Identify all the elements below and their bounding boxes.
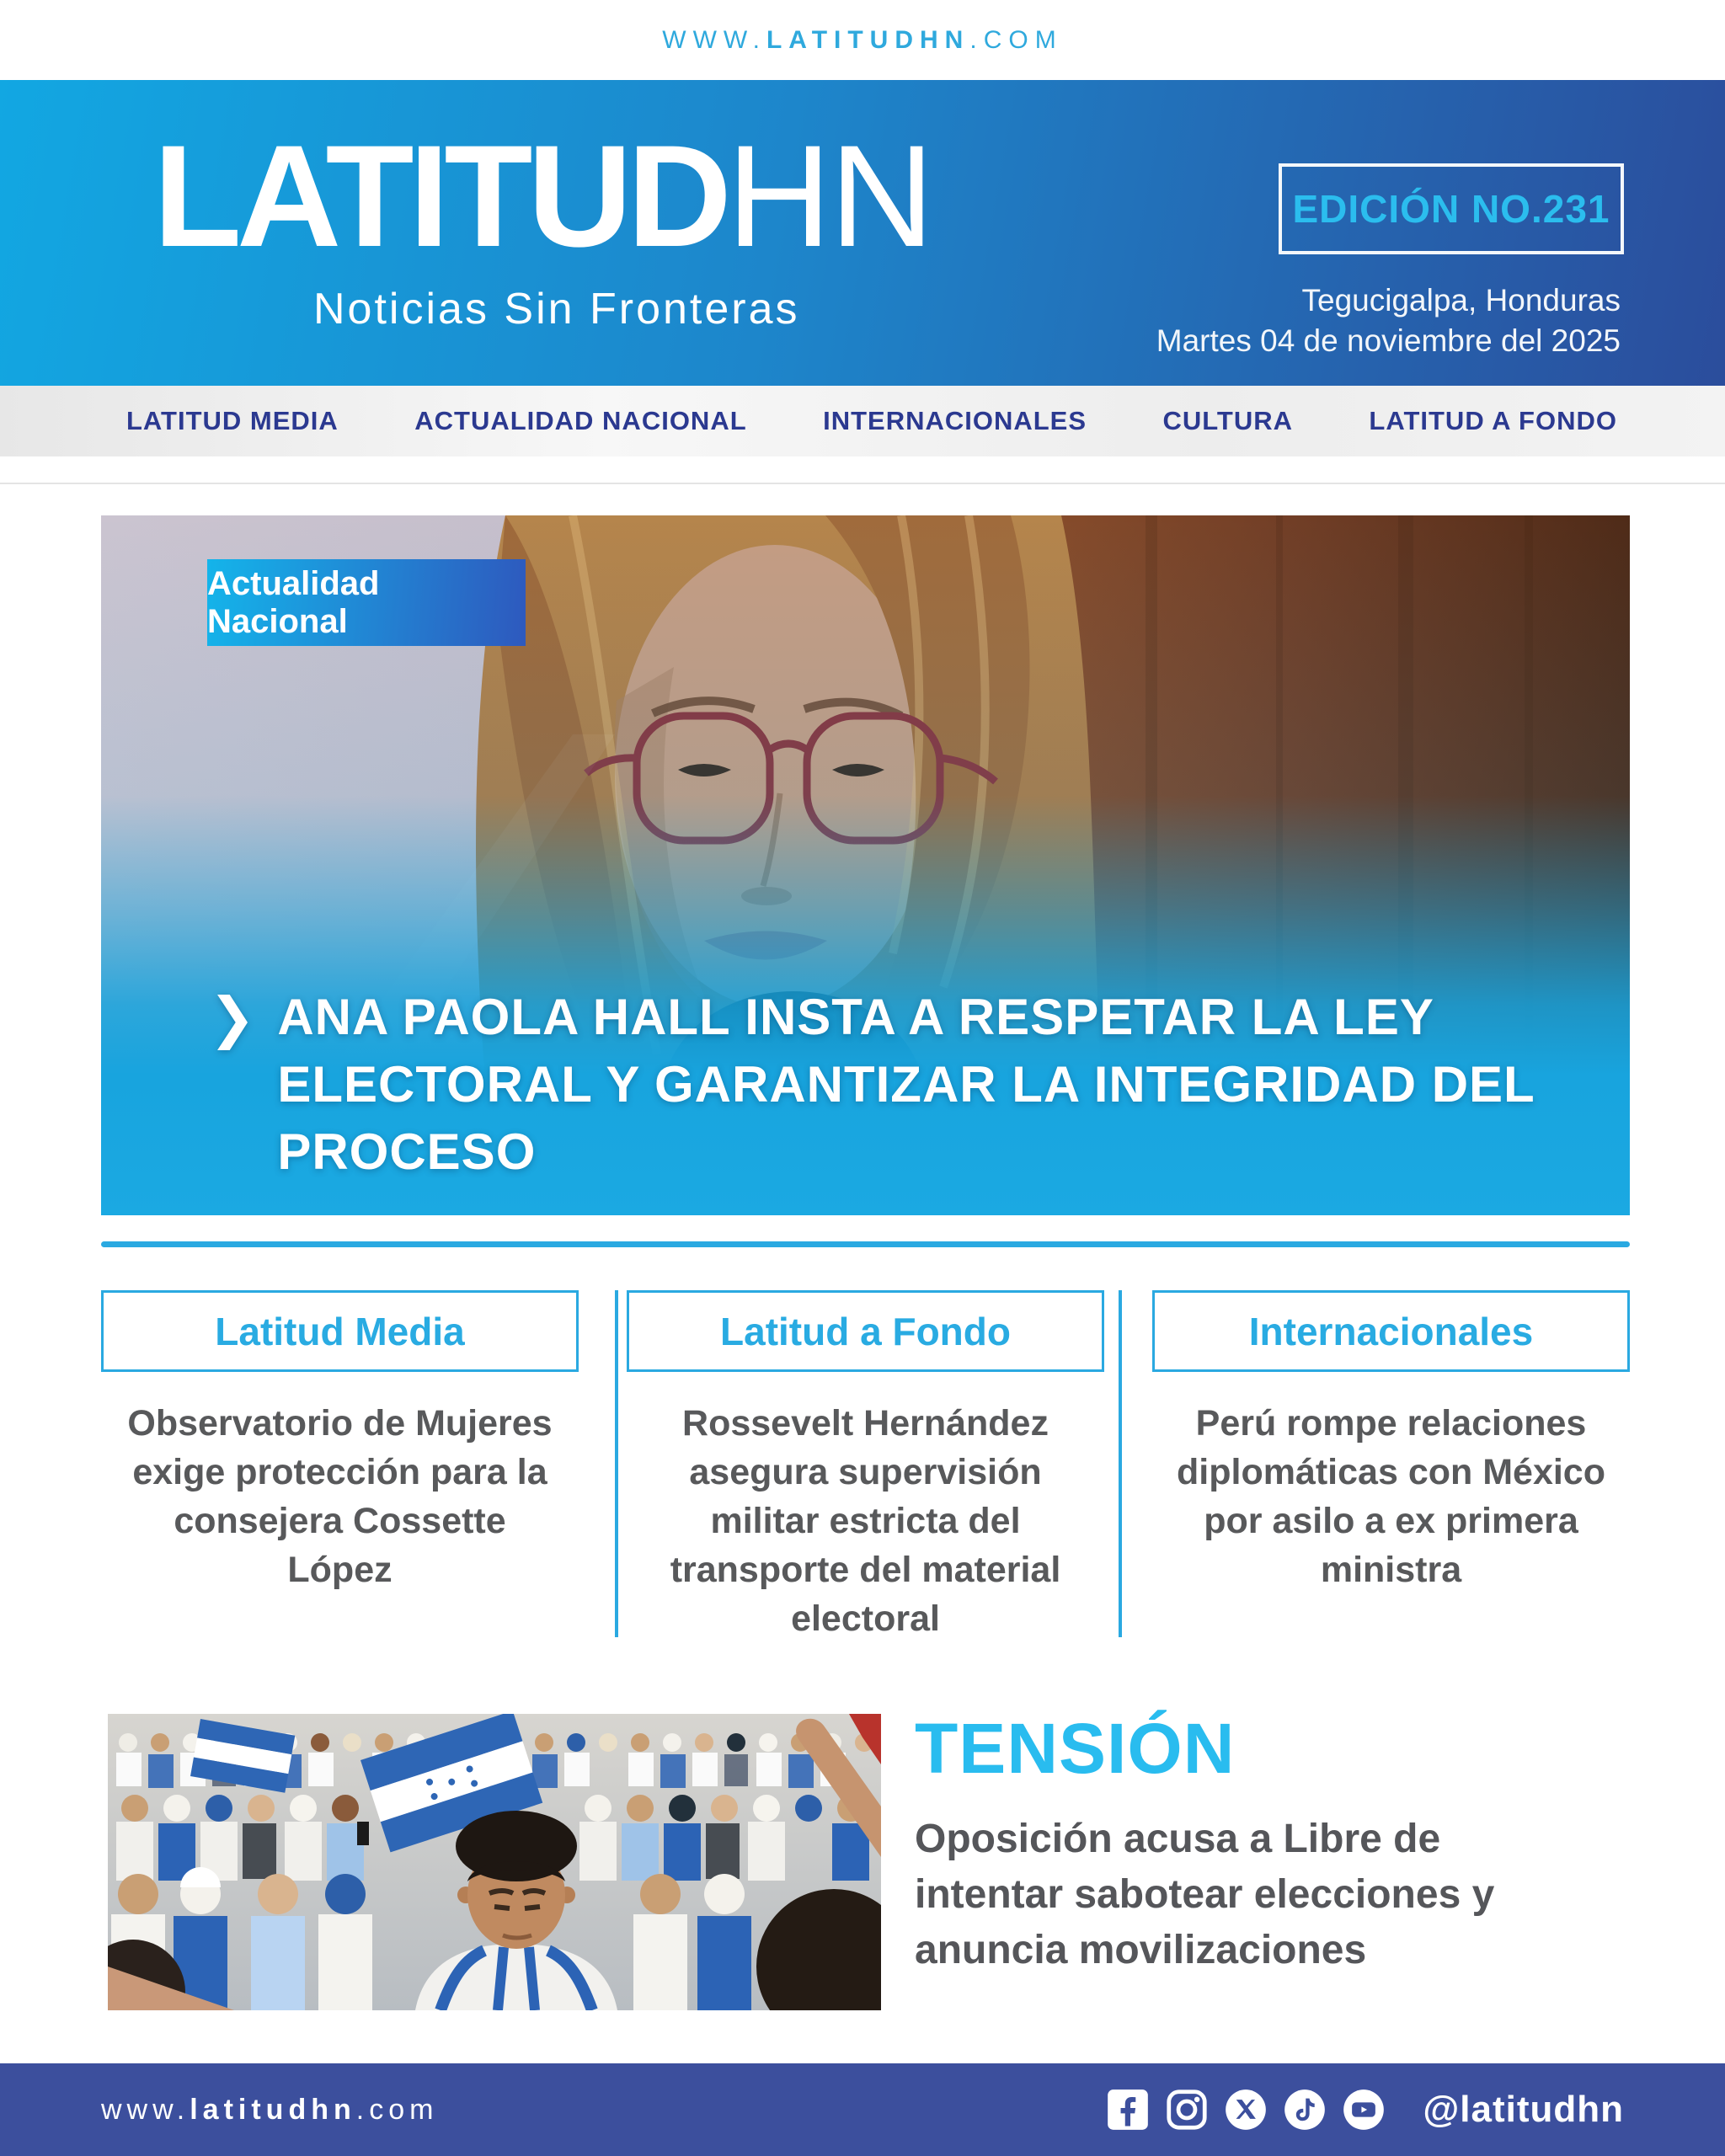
youtube-icon[interactable] <box>1342 2088 1386 2132</box>
masthead <box>0 80 1725 386</box>
headline-line: ELECTORAL Y GARANTIZAR LA INTEGRIDAD DEL <box>277 1056 1535 1113</box>
section-divider <box>101 1241 1630 1247</box>
crowd-photo-illustration <box>108 1714 881 2010</box>
headline-line: ANA PAOLA HALL INSTA A RESPETAR LA LEY <box>277 989 1434 1045</box>
top-url-prefix: WWW. <box>662 25 766 54</box>
latitudhn-logo <box>153 115 933 277</box>
nav-item-latitud-a-fondo[interactable]: LATITUD A FONDO <box>1369 406 1617 435</box>
story-card-internacionales[interactable] <box>1152 1290 1630 1643</box>
bottom-story <box>915 1708 1639 1978</box>
logo-tagline: Noticias Sin Fronteras <box>313 285 800 334</box>
story-card-text: Rossevelt Hernández asegura supervisión militar estricta del transporte del material electoral <box>670 1403 1061 1639</box>
hero-headline[interactable] <box>209 984 1535 1186</box>
story-card-text: Observatorio de Mujeres exige protección para la consejera Cossette López <box>127 1403 553 1590</box>
social-handle: @latitudhn <box>1423 2089 1624 2130</box>
footer-url-brand: latitudhn <box>190 2093 356 2126</box>
nav-item-internacionales[interactable]: INTERNACIONALES <box>823 406 1087 435</box>
headline-line: PROCESO <box>277 1123 537 1180</box>
story-headline[interactable]: Oposición acusa a Libre de intentar sabotear elecciones y anuncia movilizaciones <box>915 1817 1495 1972</box>
story-kicker: TENSIÓN <box>915 1709 1236 1788</box>
story-card-header <box>627 1290 1104 1372</box>
nav-item-cultura[interactable]: CULTURA <box>1162 406 1293 435</box>
logo-wordmark: LATITUD <box>153 115 727 277</box>
logo-hn-suffix: HN <box>726 115 933 277</box>
chevron-right-icon: ❯ <box>209 986 256 1049</box>
column-divider <box>615 1290 618 1637</box>
date-text: Martes 04 de noviembre del 2025 <box>1156 323 1621 358</box>
story-card-header <box>1152 1290 1630 1372</box>
top-url-brand: LATITUDHN <box>766 25 970 54</box>
social-links <box>1106 2088 1624 2132</box>
footer-url-suffix: .com <box>355 2093 439 2126</box>
nav-item-latitud-media[interactable]: LATITUD MEDIA <box>126 406 339 435</box>
nav-item-actualidad-nacional[interactable]: ACTUALIDAD NACIONAL <box>414 406 747 435</box>
category-tag[interactable] <box>207 559 526 646</box>
story-card-latitud-media[interactable] <box>101 1290 579 1643</box>
category-tag-label: Actualidad Nacional <box>207 564 380 640</box>
tiktok-icon[interactable] <box>1283 2088 1327 2132</box>
facebook-icon[interactable] <box>1106 2088 1150 2132</box>
crowd-photo <box>108 1714 881 2010</box>
footer-bar <box>0 2063 1725 2156</box>
section-nav <box>0 386 1725 456</box>
footer-url-prefix: www. <box>101 2093 190 2126</box>
dateline <box>1156 280 1621 361</box>
nav-divider <box>0 483 1725 484</box>
top-url-suffix: .COM <box>969 25 1063 54</box>
story-card-header <box>101 1290 579 1372</box>
column-divider <box>1119 1290 1122 1637</box>
story-card-header-label: Latitud a Fondo <box>720 1309 1011 1353</box>
edition-badge <box>1279 163 1624 254</box>
instagram-icon[interactable] <box>1165 2088 1209 2132</box>
story-card-header-label: Latitud Media <box>215 1309 465 1353</box>
story-card-header-label: Internacionales <box>1248 1309 1534 1353</box>
story-card-text: Perú rompe relaciones diplomáticas con México por asilo a ex primera ministra <box>1177 1403 1605 1590</box>
story-columns <box>101 1290 1630 1643</box>
edition-badge-label: EDICIÓN NO.231 <box>1292 187 1610 231</box>
hero-story[interactable] <box>101 515 1630 1215</box>
location-text: Tegucigalpa, Honduras <box>1301 283 1621 318</box>
top-url-bar <box>0 0 1725 80</box>
story-card-latitud-a-fondo[interactable] <box>627 1290 1104 1643</box>
footer-url <box>101 2094 438 2127</box>
x-icon[interactable] <box>1224 2088 1268 2132</box>
